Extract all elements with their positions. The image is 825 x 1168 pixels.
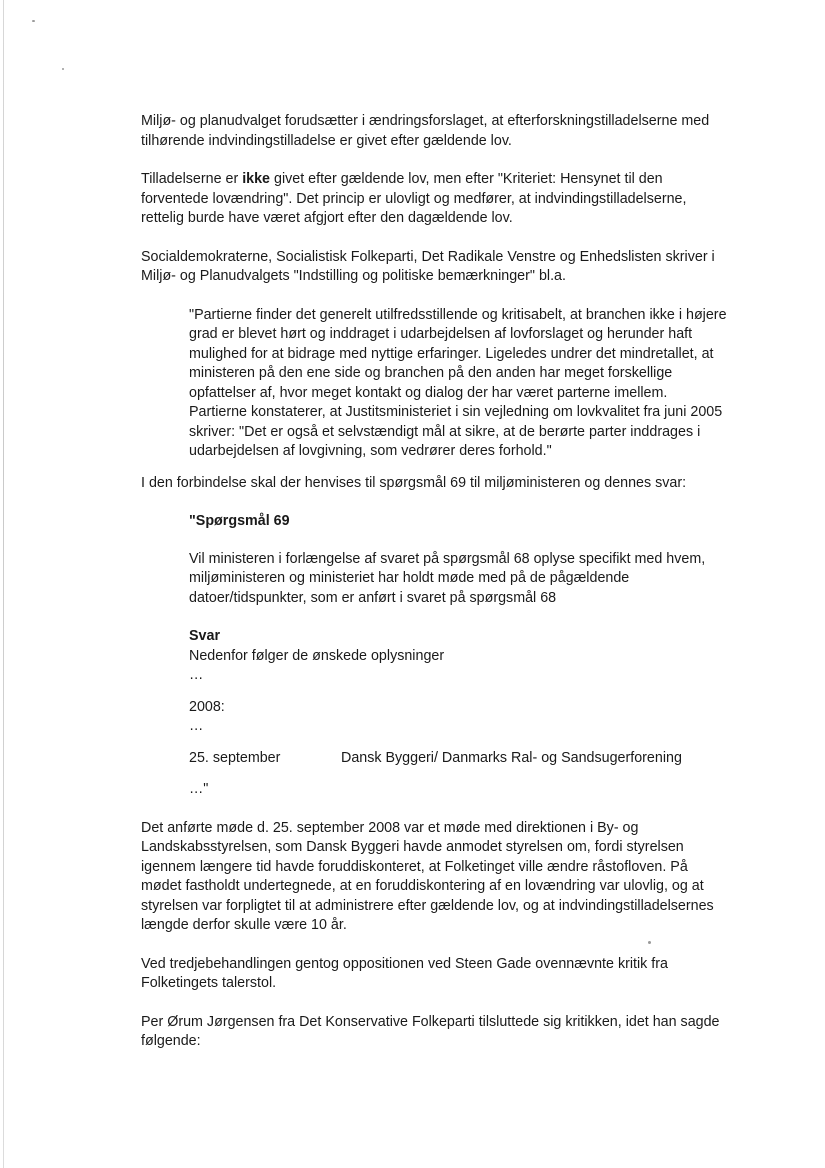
paragraph-3: Socialdemokraterne, Socialistisk Folkeparti, Det Radikale Venstre og Enhedslisten skriver i Miljø- og Planudvalgets "Indstilling og politiske bemærkninger" bl.a. — [141, 248, 715, 284]
paragraph-4: I den forbindelse skal der henvises til spørgsmål 69 til miljøministeren og dennes svar: — [141, 474, 687, 491]
question-block — [141, 512, 727, 800]
ellipsis: … — [189, 667, 204, 683]
paragraph-1: Miljø- og planudvalget forudsætter i ændringsforslaget, at efterforskningstilladelserne med tilhørende indvindingstilladelse er givet efter gældende lov. — [141, 113, 710, 149]
meeting-date: 25. september — [189, 749, 281, 766]
question-text: Vil ministeren i forlængelse af svaret på spørgsmål 68 oplyse specifikt med hvem, miljøministeren og ministeriet har holdt møde med på de pågældende datoer/tidspunkter, som er anført i svaret på spørgsmål 68 — [189, 550, 706, 606]
scan-speck — [62, 68, 64, 70]
emphasis-ikke: ikke — [242, 171, 271, 187]
year-label: 2008: — [189, 698, 225, 715]
paragraph-2-start: Tilladelserne er — [141, 171, 243, 187]
paragraph-5: Det anførte møde d. 25. september 2008 var et møde med direktionen i By- og Landskabsstyrelsen, som Dansk Byggeri havde anmodet styrelsen om, fordi styrelsen igennem længere tid havde foruddiskonteret, at Folketinget ville ændre råstofloven. På mødet fastholdt undertegnede, at en foruddiskontering af en lovændring var ulovlig, og at styrelsen var forpligtet til at administrere efter gældende lov, og at indvindingstilladelsernes længde derfor skulle være 10 år. — [141, 819, 714, 933]
ellipsis: … — [189, 718, 204, 734]
paragraph-2-end: givet efter gældende lov, men efter "Kriteriet: Hensynet til den forventede lovændring". Det princip er ulovligt og medfører, at indvindingstilladelserne, rettelig burde have været afgjort efter den dagældende lov. — [141, 171, 687, 226]
paragraph-6: Ved tredjebehandlingen gentog oppositionen ved Steen Gade ovennævnte kritik fra Folketingets talerstol. — [141, 955, 668, 991]
block-quote: "Partierne finder det generelt utilfredsstillende og kritisabelt, at branchen ikke i højere grad er blevet hørt og inddraget i udarbejdelsen af lovforslaget og herunder haft mulighed for at bidrage med nyttige erfaringer. Ligeledes undrer det mindretallet, at ministeren på den ene side og branchen på den anden har meget forskellige opfattelser af, hvor meget kontakt og dialog der har været parterne imellem. Partierne konstaterer, at Justitsministeriet i sin vejledning om lovkvalitet fra juni 2005 skriver: "Det er også et selvstændigt mål at sikre, at de berørte parter inddrages i udarbejdelsen af lovgivning, som vedrører deres forhold." — [189, 306, 727, 459]
scan-speck — [32, 20, 35, 22]
paragraph-2 — [141, 170, 727, 229]
paragraph-7: Per Ørum Jørgensen fra Det Konservative Folkeparti tilsluttede sig kritikken, idet han sagde følgende: — [141, 1013, 720, 1049]
question-heading: "Spørgsmål 69 — [189, 513, 290, 529]
ellipsis: …" — [189, 781, 209, 797]
scan-edge — [3, 0, 4, 1168]
meeting-organization: Dansk Byggeri/ Danmarks Ral- og Sandsugerforening — [341, 749, 682, 766]
meeting-row — [189, 749, 727, 769]
answer-line: Nedenfor følger de ønskede oplysninger — [189, 647, 445, 664]
document-page — [141, 112, 727, 1071]
answer-label: Svar — [189, 628, 221, 644]
